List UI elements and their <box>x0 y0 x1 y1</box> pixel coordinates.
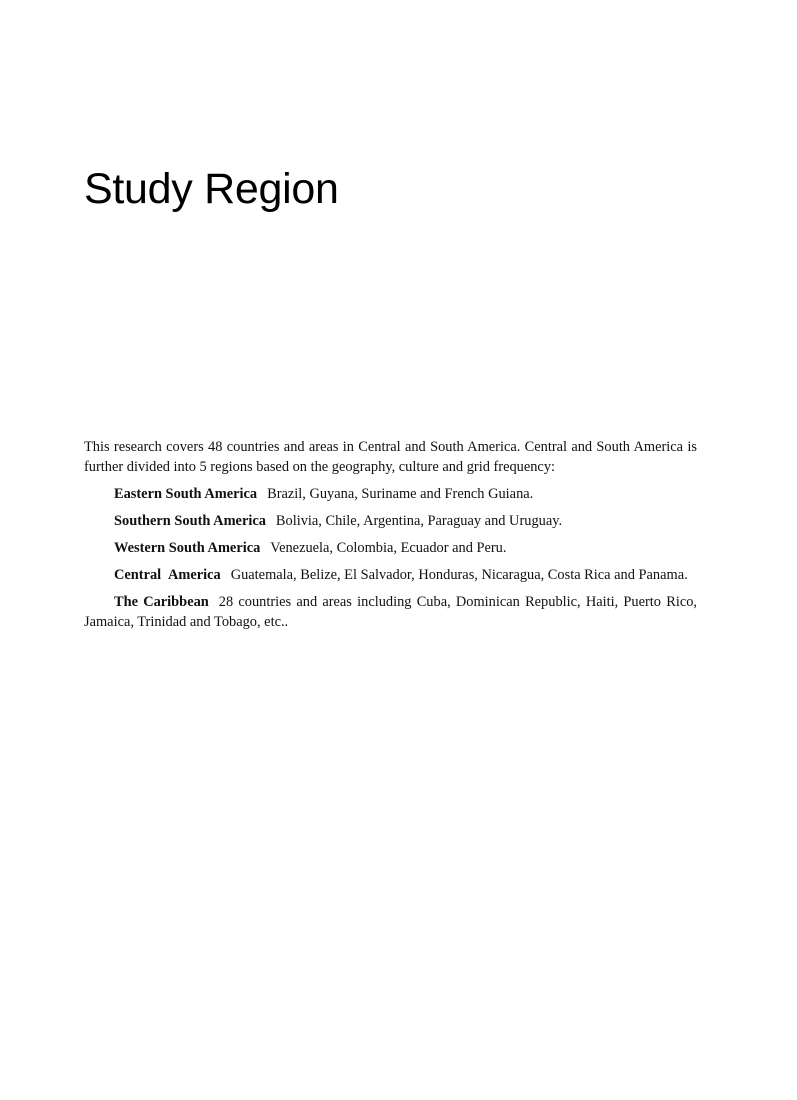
region-name: Western South America <box>114 540 261 556</box>
region-item-western-south-america <box>84 538 697 558</box>
region-item-central-america <box>84 565 697 585</box>
region-name: Central America <box>114 567 221 583</box>
region-countries: Brazil, Guyana, Suriname and French Guiana. <box>267 486 534 502</box>
region-item-the-caribbean <box>84 592 697 632</box>
region-name: Southern South America <box>114 513 266 529</box>
region-countries: Guatemala, Belize, El Salvador, Honduras, Nicaragua, Costa Rica and Panama. <box>230 567 688 583</box>
region-item-southern-south-america <box>84 511 697 531</box>
intro-paragraph: This research covers 48 countries and areas in Central and South America. Central and South America is further divided into 5 regions based on the geography, culture and grid frequency: <box>84 439 697 475</box>
region-countries: 28 countries and areas including Cuba, Dominican Republic, Haiti, Puerto Rico, Jamaica, Trinidad and Tobago, etc.. <box>84 594 697 630</box>
region-item-eastern-south-america <box>84 484 697 504</box>
region-name: Eastern South America <box>114 486 258 502</box>
region-name: The Caribbean <box>114 594 209 610</box>
region-countries: Venezuela, Colombia, Ecuador and Peru. <box>270 540 507 556</box>
region-list <box>84 484 697 632</box>
page-title: Study Region <box>84 165 339 213</box>
region-countries: Bolivia, Chile, Argentina, Paraguay and Uruguay. <box>275 513 563 529</box>
study-region-text <box>84 437 697 639</box>
